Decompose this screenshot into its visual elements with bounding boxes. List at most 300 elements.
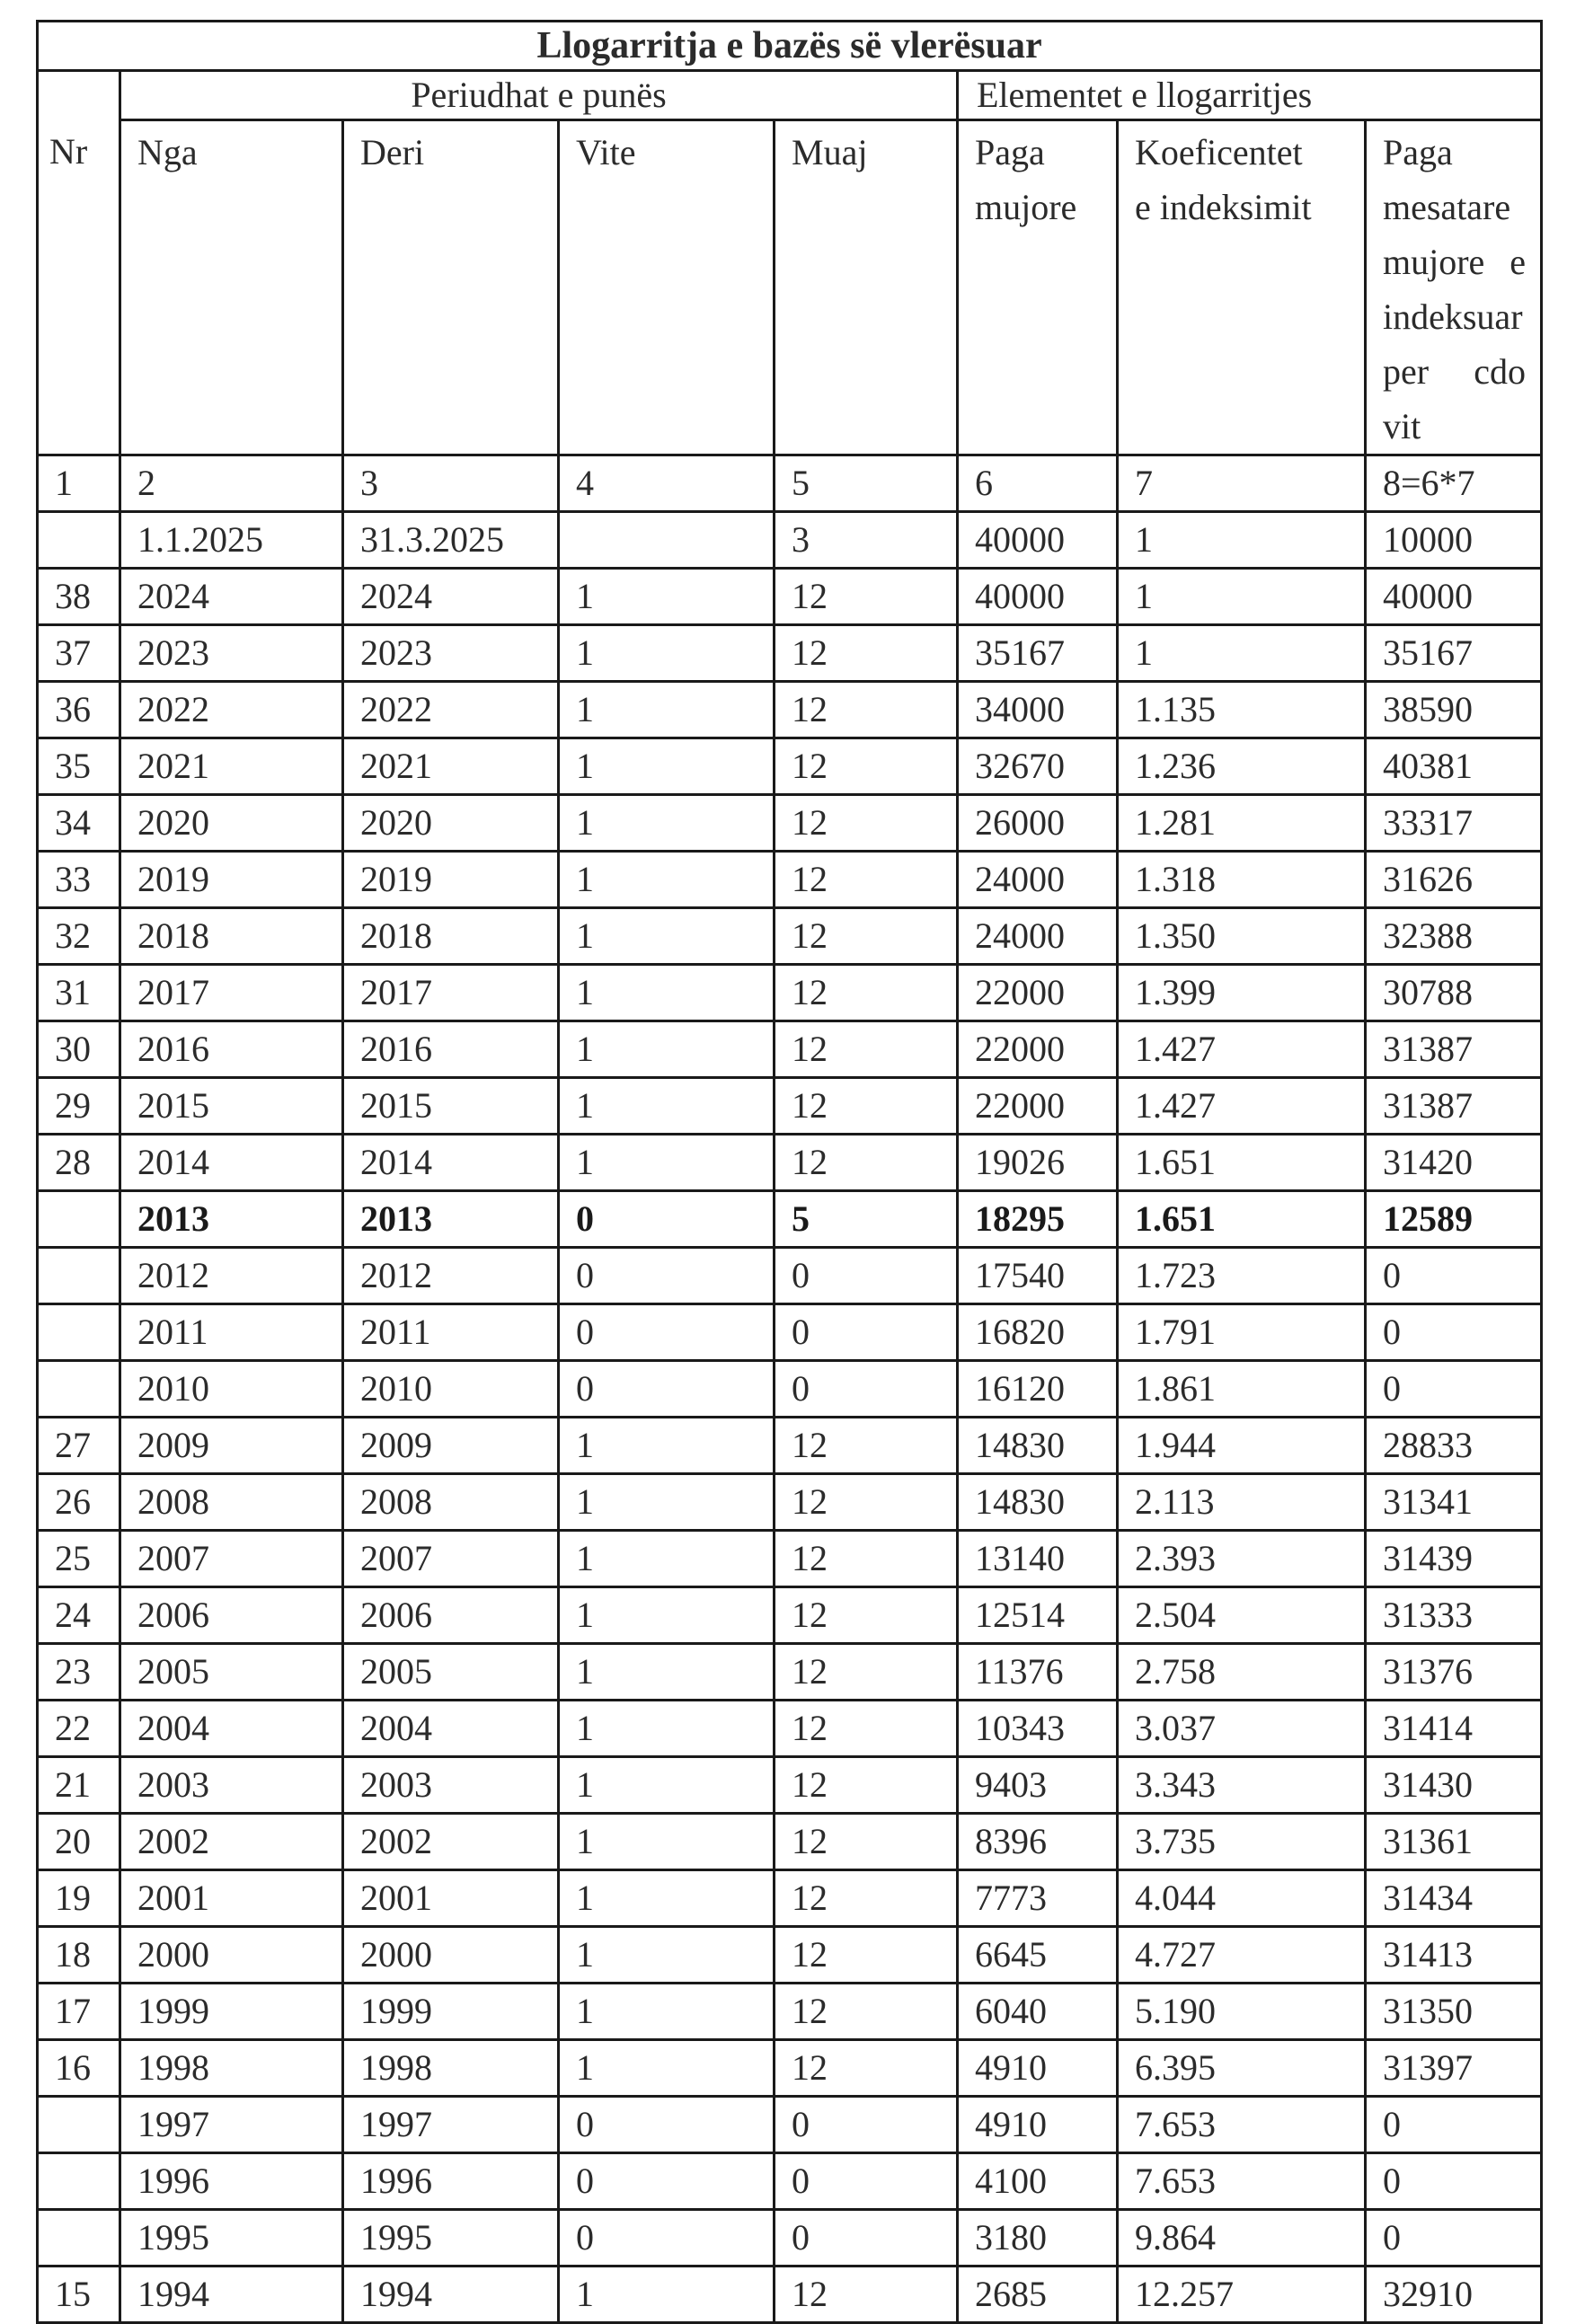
cell-to: 2001 xyxy=(343,1870,559,1927)
cell-from: 2012 xyxy=(120,1248,343,1304)
cell-index-coef: 1.427 xyxy=(1118,1021,1366,1078)
table-row xyxy=(38,2097,1542,2153)
cell-monthly-pay: 14830 xyxy=(958,1474,1118,1531)
cell-from: 2010 xyxy=(120,1361,343,1418)
header-monthly-pay-line-2: mujore xyxy=(975,187,1077,227)
table-row xyxy=(38,1361,1542,1418)
cell-years xyxy=(559,512,775,569)
cell-nr: 18 xyxy=(38,1927,120,1984)
cell-avg-pay: 31387 xyxy=(1366,1021,1542,1078)
cell-index-coef: 1.791 xyxy=(1118,1304,1366,1361)
cell-avg-pay: 33317 xyxy=(1366,795,1542,852)
cell-months: 12 xyxy=(775,1418,958,1474)
cell-to: 2005 xyxy=(343,1644,559,1701)
cell-monthly-pay: 18295 xyxy=(958,1191,1118,1248)
cell-avg-pay: 28833 xyxy=(1366,1418,1542,1474)
cell-index-coef: 1.427 xyxy=(1118,1078,1366,1135)
cell-monthly-pay: 12514 xyxy=(958,1587,1118,1644)
cell-years: 1 xyxy=(559,2040,775,2097)
cell-monthly-pay: 35167 xyxy=(958,625,1118,682)
cell-monthly-pay: 6040 xyxy=(958,1984,1118,2040)
table-row xyxy=(38,512,1542,569)
table-row xyxy=(38,1135,1542,1191)
table-row xyxy=(38,795,1542,852)
cell-to: 2000 xyxy=(343,1927,559,1984)
header-from: Nga xyxy=(120,120,343,455)
assessment-base-table xyxy=(36,20,1543,2324)
table-row xyxy=(38,965,1542,1021)
cell-from: 1994 xyxy=(120,2267,343,2323)
cell-monthly-pay: 14830 xyxy=(958,1418,1118,1474)
cell-from: 2016 xyxy=(120,1021,343,1078)
cell-to: 2013 xyxy=(343,1191,559,1248)
cell-years: 1 xyxy=(559,908,775,965)
cell-monthly-pay: 7773 xyxy=(958,1870,1118,1927)
cell-monthly-pay: 16120 xyxy=(958,1361,1118,1418)
table-row xyxy=(38,1304,1542,1361)
cell-index-coef: 1 xyxy=(1118,512,1366,569)
cell-years: 1 xyxy=(559,1984,775,2040)
cell-years: 0 xyxy=(559,1304,775,1361)
cell-nr: 38 xyxy=(38,569,120,625)
cell-index-coef: 6.395 xyxy=(1118,2040,1366,2097)
cell-avg-pay: 0 xyxy=(1366,1248,1542,1304)
cell-to: 2016 xyxy=(343,1021,559,1078)
cell-index-coef: 7.653 xyxy=(1118,2097,1366,2153)
cell-to: 2002 xyxy=(343,1814,559,1870)
cell-months: 0 xyxy=(775,1248,958,1304)
cell-months: 0 xyxy=(775,1361,958,1418)
cell-years: 1 xyxy=(559,852,775,908)
cell-years: 0 xyxy=(559,2210,775,2267)
cell-from: 1996 xyxy=(120,2153,343,2210)
cell-from: 2004 xyxy=(120,1701,343,1757)
cell-months: 12 xyxy=(775,1814,958,1870)
cell-monthly-pay: 9403 xyxy=(958,1757,1118,1814)
cell-monthly-pay: 22000 xyxy=(958,1021,1118,1078)
cell-from: 2011 xyxy=(120,1304,343,1361)
table-row xyxy=(38,1644,1542,1701)
cell-months: 12 xyxy=(775,1587,958,1644)
cell-to: 2017 xyxy=(343,965,559,1021)
table-title: Llogarritja e bazës së vlerësuar xyxy=(38,22,1542,71)
cell-monthly-pay: 6645 xyxy=(958,1927,1118,1984)
cell-index-coef: 4.727 xyxy=(1118,1927,1366,1984)
cell-from: 2024 xyxy=(120,569,343,625)
cell-index-coef: 1.318 xyxy=(1118,852,1366,908)
cell-avg-pay: 31361 xyxy=(1366,1814,1542,1870)
cell-nr: 29 xyxy=(38,1078,120,1135)
cell-monthly-pay: 40000 xyxy=(958,512,1118,569)
cell-avg-pay: 0 xyxy=(1366,2097,1542,2153)
cell-avg-pay: 31439 xyxy=(1366,1531,1542,1587)
cell-nr xyxy=(38,1304,120,1361)
table-row xyxy=(38,1078,1542,1135)
cell-years: 1 xyxy=(559,2267,775,2323)
cell-monthly-pay: 17540 xyxy=(958,1248,1118,1304)
cell-from: 2021 xyxy=(120,738,343,795)
table-row xyxy=(38,682,1542,738)
header-index-coef-line-2: e indeksimit xyxy=(1135,187,1312,227)
cell-years: 0 xyxy=(559,2097,775,2153)
cell-to: 1997 xyxy=(343,2097,559,2153)
cell-index-coef: 1 xyxy=(1118,625,1366,682)
cell-nr: 20 xyxy=(38,1814,120,1870)
table-row xyxy=(38,1587,1542,1644)
cell-months: 12 xyxy=(775,852,958,908)
cell-avg-pay: 0 xyxy=(1366,1304,1542,1361)
cell-index-coef: 1.281 xyxy=(1118,795,1366,852)
cell-nr xyxy=(38,1248,120,1304)
cell-to: 2015 xyxy=(343,1078,559,1135)
cell-index-coef: 1.236 xyxy=(1118,738,1366,795)
cell-monthly-pay: 11376 xyxy=(958,1644,1118,1701)
cell-monthly-pay: 16820 xyxy=(958,1304,1118,1361)
cell-to: 2021 xyxy=(343,738,559,795)
cell-avg-pay: 32388 xyxy=(1366,908,1542,965)
cell-nr xyxy=(38,2210,120,2267)
column-index-cell: 5 xyxy=(775,455,958,512)
cell-avg-pay: 31626 xyxy=(1366,852,1542,908)
cell-months: 12 xyxy=(775,1870,958,1927)
column-index-cell: 4 xyxy=(559,455,775,512)
cell-nr: 28 xyxy=(38,1135,120,1191)
cell-months: 3 xyxy=(775,512,958,569)
cell-months: 12 xyxy=(775,795,958,852)
cell-months: 12 xyxy=(775,965,958,1021)
cell-years: 1 xyxy=(559,1418,775,1474)
cell-from: 2001 xyxy=(120,1870,343,1927)
cell-from: 2009 xyxy=(120,1418,343,1474)
cell-months: 0 xyxy=(775,2097,958,2153)
cell-from: 2000 xyxy=(120,1927,343,1984)
cell-to: 1998 xyxy=(343,2040,559,2097)
cell-months: 12 xyxy=(775,1135,958,1191)
cell-index-coef: 1.350 xyxy=(1118,908,1366,965)
cell-avg-pay: 10000 xyxy=(1366,512,1542,569)
cell-to: 2006 xyxy=(343,1587,559,1644)
cell-nr: 19 xyxy=(38,1870,120,1927)
header-avg-pay-line-1: Paga xyxy=(1383,132,1453,172)
cell-from: 2022 xyxy=(120,682,343,738)
cell-years: 1 xyxy=(559,1757,775,1814)
cell-avg-pay: 0 xyxy=(1366,2153,1542,2210)
cell-months: 12 xyxy=(775,682,958,738)
cell-nr: 26 xyxy=(38,1474,120,1531)
cell-years: 1 xyxy=(559,1531,775,1587)
cell-from: 2002 xyxy=(120,1814,343,1870)
cell-months: 12 xyxy=(775,1927,958,1984)
cell-monthly-pay: 19026 xyxy=(958,1135,1118,1191)
cell-nr: 17 xyxy=(38,1984,120,2040)
column-index-cell: 8=6*7 xyxy=(1366,455,1542,512)
cell-monthly-pay: 34000 xyxy=(958,682,1118,738)
cell-months: 12 xyxy=(775,1021,958,1078)
cell-to: 2023 xyxy=(343,625,559,682)
cell-years: 0 xyxy=(559,1361,775,1418)
cell-nr: 27 xyxy=(38,1418,120,1474)
cell-months: 12 xyxy=(775,1531,958,1587)
cell-avg-pay: 31376 xyxy=(1366,1644,1542,1701)
cell-to: 2010 xyxy=(343,1361,559,1418)
cell-from: 2008 xyxy=(120,1474,343,1531)
cell-years: 1 xyxy=(559,1870,775,1927)
cell-avg-pay: 31333 xyxy=(1366,1587,1542,1644)
cell-nr: 16 xyxy=(38,2040,120,2097)
cell-nr: 33 xyxy=(38,852,120,908)
cell-months: 12 xyxy=(775,1757,958,1814)
cell-from: 2005 xyxy=(120,1644,343,1701)
cell-from: 2020 xyxy=(120,795,343,852)
title-row xyxy=(38,22,1542,71)
cell-monthly-pay: 2685 xyxy=(958,2267,1118,2323)
cell-to: 31.3.2025 xyxy=(343,512,559,569)
cell-years: 1 xyxy=(559,625,775,682)
header-monthly-pay-line-1: Paga xyxy=(975,132,1045,172)
cell-to: 2020 xyxy=(343,795,559,852)
cell-from: 1995 xyxy=(120,2210,343,2267)
column-index-cell: 2 xyxy=(120,455,343,512)
cell-index-coef: 2.758 xyxy=(1118,1644,1366,1701)
header-avg-pay-line-6: vit xyxy=(1383,406,1421,446)
cell-index-coef: 2.393 xyxy=(1118,1531,1366,1587)
cell-months: 12 xyxy=(775,2267,958,2323)
header-monthly-pay xyxy=(958,120,1118,455)
cell-years: 0 xyxy=(559,1191,775,1248)
table-row xyxy=(38,1927,1542,1984)
cell-avg-pay: 38590 xyxy=(1366,682,1542,738)
cell-nr: 35 xyxy=(38,738,120,795)
column-index-cell: 6 xyxy=(958,455,1118,512)
cell-avg-pay: 0 xyxy=(1366,2210,1542,2267)
table-row xyxy=(38,2153,1542,2210)
cell-avg-pay: 32910 xyxy=(1366,2267,1542,2323)
table-row xyxy=(38,569,1542,625)
cell-months: 0 xyxy=(775,1304,958,1361)
cell-from: 2018 xyxy=(120,908,343,965)
cell-months: 12 xyxy=(775,908,958,965)
table-row xyxy=(38,908,1542,965)
cell-avg-pay: 31387 xyxy=(1366,1078,1542,1135)
cell-index-coef: 1.723 xyxy=(1118,1248,1366,1304)
cell-years: 1 xyxy=(559,1814,775,1870)
header-index-coef xyxy=(1118,120,1366,455)
cell-months: 12 xyxy=(775,738,958,795)
cell-index-coef: 3.343 xyxy=(1118,1757,1366,1814)
cell-monthly-pay: 3180 xyxy=(958,2210,1118,2267)
cell-monthly-pay: 22000 xyxy=(958,1078,1118,1135)
header-avg-pay-line-4: indeksuar xyxy=(1383,296,1523,337)
cell-index-coef: 1 xyxy=(1118,569,1366,625)
cell-to: 1995 xyxy=(343,2210,559,2267)
cell-from: 2015 xyxy=(120,1078,343,1135)
cell-years: 1 xyxy=(559,1927,775,1984)
cell-months: 12 xyxy=(775,1984,958,2040)
cell-nr xyxy=(38,512,120,569)
cell-monthly-pay: 4910 xyxy=(958,2040,1118,2097)
cell-nr: 23 xyxy=(38,1644,120,1701)
cell-to: 2014 xyxy=(343,1135,559,1191)
cell-from: 1997 xyxy=(120,2097,343,2153)
column-index-cell: 7 xyxy=(1118,455,1366,512)
cell-months: 12 xyxy=(775,1644,958,1701)
column-index-row xyxy=(38,455,1542,512)
cell-avg-pay: 31397 xyxy=(1366,2040,1542,2097)
group-calc-elements: Elementet e llogarritjes xyxy=(958,71,1542,120)
cell-avg-pay: 31434 xyxy=(1366,1870,1542,1927)
cell-nr xyxy=(38,1191,120,1248)
cell-index-coef: 4.044 xyxy=(1118,1870,1366,1927)
cell-avg-pay: 30788 xyxy=(1366,965,1542,1021)
cell-years: 0 xyxy=(559,2153,775,2210)
cell-nr: 34 xyxy=(38,795,120,852)
cell-index-coef: 7.653 xyxy=(1118,2153,1366,2210)
cell-to: 2009 xyxy=(343,1418,559,1474)
cell-years: 1 xyxy=(559,1701,775,1757)
cell-index-coef: 1.944 xyxy=(1118,1418,1366,1474)
cell-years: 1 xyxy=(559,738,775,795)
cell-avg-pay: 31414 xyxy=(1366,1701,1542,1757)
cell-months: 0 xyxy=(775,2153,958,2210)
column-header-row xyxy=(38,120,1542,455)
cell-years: 1 xyxy=(559,569,775,625)
cell-months: 12 xyxy=(775,569,958,625)
cell-to: 2008 xyxy=(343,1474,559,1531)
header-to: Deri xyxy=(343,120,559,455)
cell-months: 12 xyxy=(775,1078,958,1135)
cell-avg-pay: 31420 xyxy=(1366,1135,1542,1191)
cell-to: 2003 xyxy=(343,1757,559,1814)
cell-monthly-pay: 32670 xyxy=(958,738,1118,795)
cell-years: 1 xyxy=(559,1078,775,1135)
table-row xyxy=(38,1701,1542,1757)
cell-index-coef: 12.257 xyxy=(1118,2267,1366,2323)
cell-months: 12 xyxy=(775,1701,958,1757)
cell-nr: 24 xyxy=(38,1587,120,1644)
group-work-periods: Periudhat e punës xyxy=(120,71,958,120)
cell-to: 2022 xyxy=(343,682,559,738)
cell-years: 1 xyxy=(559,1021,775,1078)
header-avg-pay-line-3: mujore e xyxy=(1383,242,1527,282)
cell-from: 2007 xyxy=(120,1531,343,1587)
cell-avg-pay: 0 xyxy=(1366,1361,1542,1418)
cell-nr xyxy=(38,1361,120,1418)
cell-from: 2003 xyxy=(120,1757,343,1814)
cell-from: 2017 xyxy=(120,965,343,1021)
cell-months: 12 xyxy=(775,625,958,682)
cell-years: 1 xyxy=(559,1644,775,1701)
cell-nr: 31 xyxy=(38,965,120,1021)
cell-months: 5 xyxy=(775,1191,958,1248)
cell-monthly-pay: 13140 xyxy=(958,1531,1118,1587)
cell-years: 1 xyxy=(559,682,775,738)
cell-avg-pay: 40000 xyxy=(1366,569,1542,625)
cell-years: 1 xyxy=(559,1587,775,1644)
cell-nr: 36 xyxy=(38,682,120,738)
table-row xyxy=(38,2210,1542,2267)
header-months: Muaj xyxy=(775,120,958,455)
cell-index-coef: 1.399 xyxy=(1118,965,1366,1021)
cell-index-coef: 1.861 xyxy=(1118,1361,1366,1418)
cell-monthly-pay: 8396 xyxy=(958,1814,1118,1870)
cell-from: 2014 xyxy=(120,1135,343,1191)
cell-index-coef: 1.651 xyxy=(1118,1135,1366,1191)
table-row xyxy=(38,1757,1542,1814)
cell-years: 1 xyxy=(559,965,775,1021)
table-row xyxy=(38,852,1542,908)
header-avg-pay-line-5: per cdo xyxy=(1383,351,1527,392)
table-row xyxy=(38,1418,1542,1474)
cell-index-coef: 3.735 xyxy=(1118,1814,1366,1870)
cell-avg-pay: 31430 xyxy=(1366,1757,1542,1814)
cell-years: 1 xyxy=(559,1135,775,1191)
cell-from: 2013 xyxy=(120,1191,343,1248)
cell-to: 2011 xyxy=(343,1304,559,1361)
cell-months: 12 xyxy=(775,2040,958,2097)
table-row xyxy=(38,2040,1542,2097)
column-index-cell: 1 xyxy=(38,455,120,512)
cell-from: 1998 xyxy=(120,2040,343,2097)
cell-months: 0 xyxy=(775,2210,958,2267)
cell-to: 2004 xyxy=(343,1701,559,1757)
cell-to: 1994 xyxy=(343,2267,559,2323)
table-row xyxy=(38,1984,1542,2040)
cell-to: 1999 xyxy=(343,1984,559,2040)
cell-monthly-pay: 10343 xyxy=(958,1701,1118,1757)
header-index-coef-line-1: Koeficentet xyxy=(1135,132,1303,172)
cell-nr: 30 xyxy=(38,1021,120,1078)
cell-monthly-pay: 24000 xyxy=(958,852,1118,908)
table-row xyxy=(38,1248,1542,1304)
cell-monthly-pay: 40000 xyxy=(958,569,1118,625)
cell-index-coef: 2.504 xyxy=(1118,1587,1366,1644)
table-row xyxy=(38,1474,1542,1531)
cell-monthly-pay: 26000 xyxy=(958,795,1118,852)
table-row xyxy=(38,1191,1542,1248)
table-row xyxy=(38,1021,1542,1078)
cell-avg-pay: 31350 xyxy=(1366,1984,1542,2040)
group-header-row xyxy=(38,71,1542,120)
cell-index-coef: 9.864 xyxy=(1118,2210,1366,2267)
table-row xyxy=(38,1531,1542,1587)
cell-monthly-pay: 24000 xyxy=(958,908,1118,965)
header-avg-pay xyxy=(1366,120,1542,455)
cell-from: 1.1.2025 xyxy=(120,512,343,569)
cell-years: 1 xyxy=(559,795,775,852)
cell-nr: 25 xyxy=(38,1531,120,1587)
cell-monthly-pay: 22000 xyxy=(958,965,1118,1021)
cell-to: 2019 xyxy=(343,852,559,908)
cell-months: 12 xyxy=(775,1474,958,1531)
cell-to: 2024 xyxy=(343,569,559,625)
header-nr: Nr xyxy=(38,120,120,455)
cell-index-coef: 2.113 xyxy=(1118,1474,1366,1531)
cell-index-coef: 3.037 xyxy=(1118,1701,1366,1757)
cell-nr xyxy=(38,2153,120,2210)
cell-to: 2007 xyxy=(343,1531,559,1587)
cell-nr: 15 xyxy=(38,2267,120,2323)
cell-avg-pay: 31341 xyxy=(1366,1474,1542,1531)
cell-to: 1996 xyxy=(343,2153,559,2210)
table-row xyxy=(38,625,1542,682)
cell-to: 2018 xyxy=(343,908,559,965)
cell-monthly-pay: 4910 xyxy=(958,2097,1118,2153)
cell-from: 2023 xyxy=(120,625,343,682)
cell-avg-pay: 40381 xyxy=(1366,738,1542,795)
group-header-nr-blank xyxy=(38,71,120,120)
cell-from: 1999 xyxy=(120,1984,343,2040)
cell-from: 2006 xyxy=(120,1587,343,1644)
